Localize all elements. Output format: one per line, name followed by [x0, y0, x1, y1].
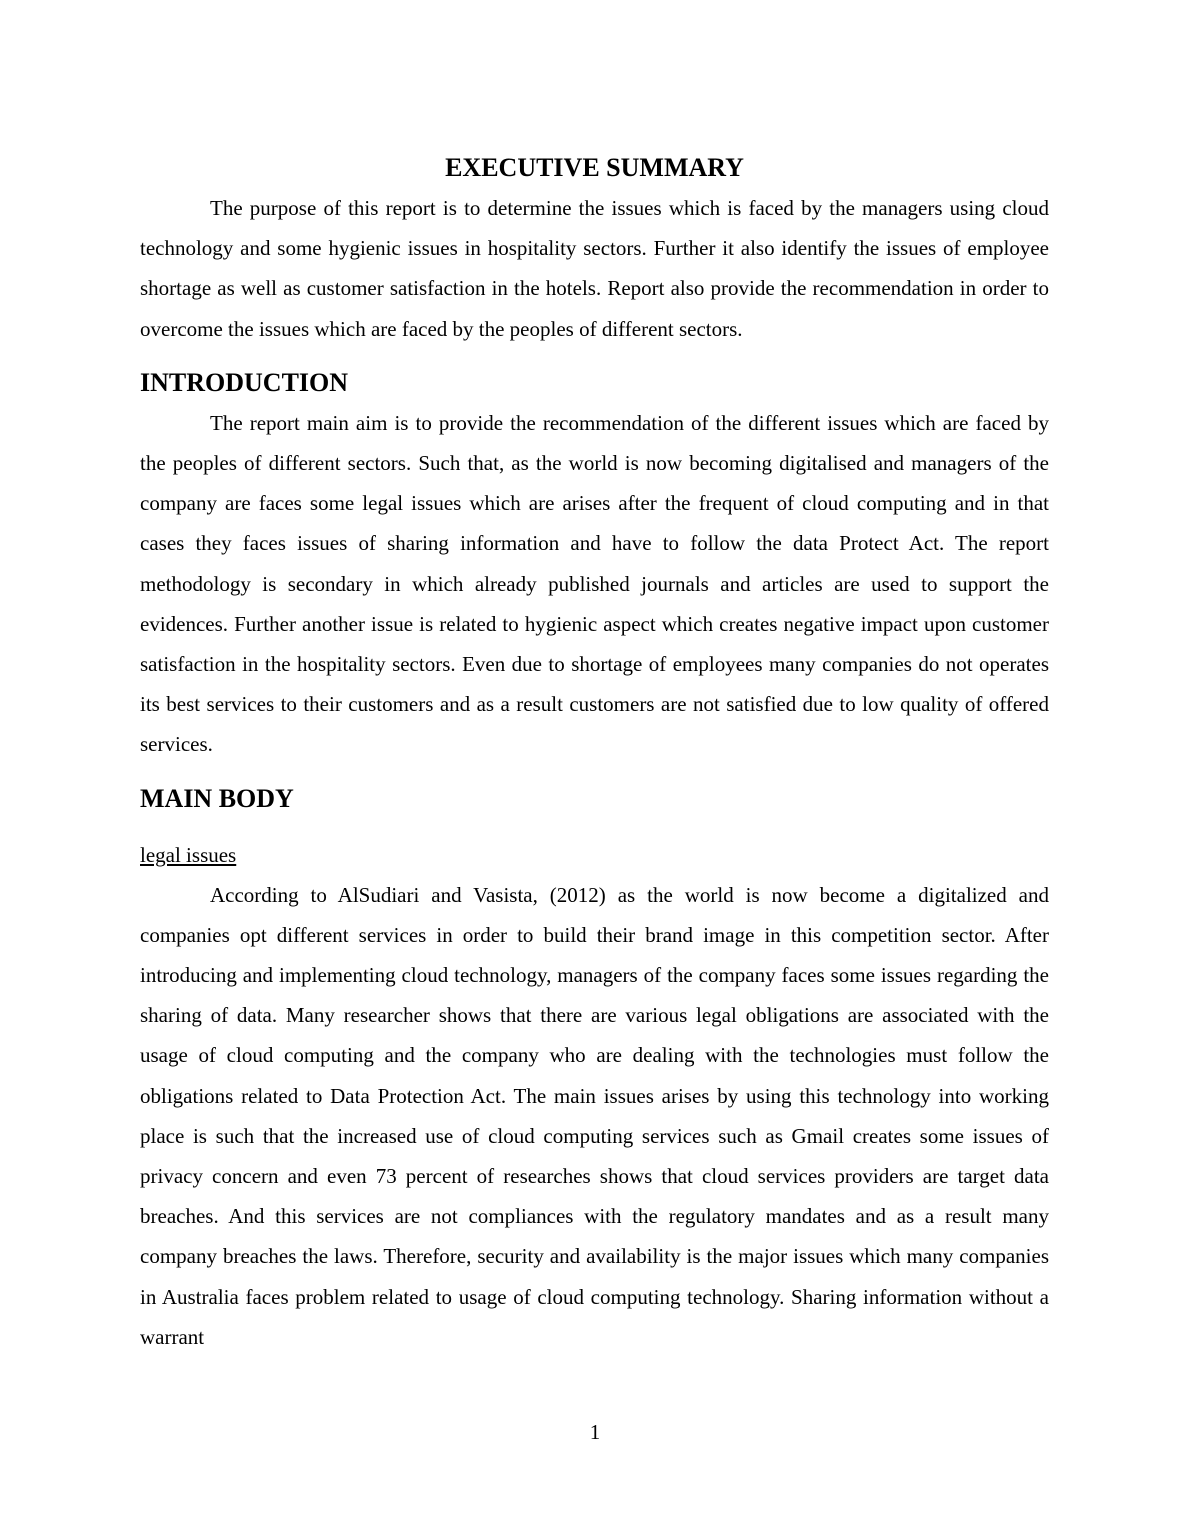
introduction-paragraph: The report main aim is to provide the recommendation of the different issues which are faced by the peoples of different sectors. Such that, as the world is now becoming digitalised and managers of the company are faces some legal issues which are arises after the frequent of cloud computing and in that cases they faces issues of sharing information and have to follow the data Protect Act. The report methodology is secondary in which already published journals and articles are used to support the evidences. Further another issue is related to hygienic aspect which creates negative impact upon customer satisfaction in the hospitality sectors. Even due to shortage of employees many companies do not operates its best services to their customers and as a result customers are not satisfied due to low quality of offered services. — [140, 410, 1049, 757]
introduction-heading: INTRODUCTION — [140, 367, 349, 397]
page-number: 1 — [589, 1420, 601, 1444]
executive-summary-heading: EXECUTIVE SUMMARY — [445, 153, 744, 182]
page-content — [140, 148, 1049, 1357]
legal-issues-paragraph: According to AlSudiari and Vasista, (2012) as the world is now become a digitalized and companies opt different services in order to build their brand image in this competition sector. After introducing and implementing cloud technology, managers of the company faces some issues regarding the sharing of data. Many researcher shows that there are various legal obligations are associated with the usage of cloud computing and the company who are dealing with the technologies must follow the obligations related to Data Protection Act. The main issues arises by using this technology into working place is such that the increased use of cloud computing services such as Gmail creates some issues of privacy concern and even 73 percent of researches shows that cloud services providers are target data breaches. And this services are not compliances with the regulatory mandates and as a result many company breaches the laws. Therefore, security and availability is the major issues which many companies in Australia faces problem related to usage of cloud computing technology. Sharing information without a warrant — [140, 882, 1049, 1349]
legal-issues-subheading: legal issues — [140, 842, 237, 867]
spacer — [140, 765, 1049, 779]
spacer — [140, 349, 1049, 363]
executive-summary-paragraph: The purpose of this report is to determine the issues which is faced by the managers using cloud technology and some hygienic issues in hospitality sectors. Further it also identify the issues of employee shortage as well as customer satisfaction in the hotels. Report also provide the recommendation in order to overcome the issues which are faced by the peoples of different sectors. — [140, 196, 1049, 341]
main-body-heading: MAIN BODY — [140, 783, 294, 813]
spacer — [140, 819, 1049, 835]
